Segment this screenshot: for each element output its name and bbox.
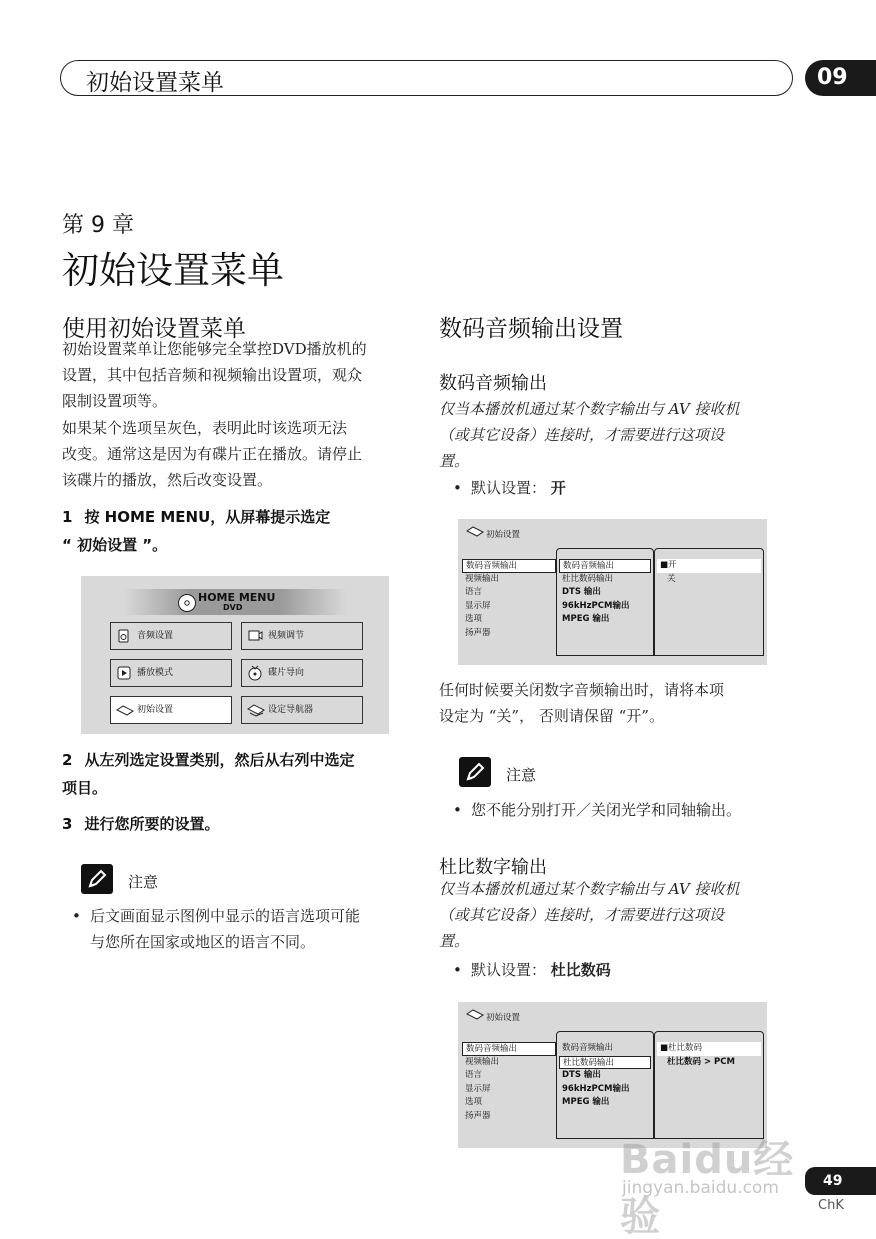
page-number: 49	[805, 1167, 876, 1195]
option-item[interactable]: 杜比数码 > PCM	[667, 1056, 735, 1067]
section-heading-left: 使用初始设置菜单	[62, 316, 246, 342]
note-pencil-icon	[459, 757, 491, 787]
initial-settings-button[interactable]: 初始设置	[110, 696, 232, 724]
home-menu-title: HOME MENU	[198, 591, 276, 604]
digital-audio-out-heading: 数码音频输出	[439, 373, 547, 394]
note-label-left: 注意	[128, 873, 159, 891]
note-bullet-right: • 您不能分别打开／关闭光学和同轴输出。	[453, 801, 742, 819]
chapter-badge: 09	[805, 60, 876, 96]
chapter-title: 初始设置菜单	[62, 249, 284, 292]
page-language: ChK	[818, 1198, 844, 1213]
setting-item[interactable]: DTS 输出	[562, 1070, 601, 1080]
option-item[interactable]: ■杜比数码	[657, 1042, 761, 1056]
initial-settings-icon	[466, 525, 484, 537]
category-item[interactable]: 选项	[465, 614, 483, 624]
setting-item[interactable]: 96kHzPCM输出	[562, 1083, 630, 1094]
category-item[interactable]: 视频输出	[465, 573, 500, 584]
disc-icon	[177, 593, 197, 613]
disc-navigator-icon	[247, 665, 263, 681]
digital-audio-out-desc: 仅当本播放机通过某个数字输出与 AV 接收机 （或其它设备）连接时，才需要进行这项设 置。	[439, 400, 740, 470]
step-2: 2 从左列选定设置类别，然后从右列中选定 项目。	[62, 751, 355, 797]
note-pencil-icon	[81, 864, 113, 894]
category-item[interactable]: 显示屏	[465, 600, 491, 611]
watermark-logo: Baidu经验	[620, 1137, 795, 1239]
initial-settings-icon	[466, 1008, 484, 1020]
screen-title: 初始设置	[486, 530, 521, 540]
header-title: 初始设置菜单	[86, 70, 224, 96]
setting-item[interactable]: MPEG 输出	[562, 1097, 610, 1107]
category-list	[462, 559, 556, 640]
category-item[interactable]: 视频输出	[465, 1056, 500, 1067]
greyed-paragraph: 如果某个选项呈灰色，表明此时该选项无法 改变。通常这是因为有碟片正在播放。请停止 该碟片的播放，然后改变设置。	[62, 419, 363, 489]
intro-paragraph: 初始设置菜单让您能够完全掌控DVD播放机的 设置，其中包括音频和视频输出设置项，观众 限制设置项等。	[62, 340, 367, 410]
play-mode-icon	[116, 665, 132, 681]
category-item[interactable]: 选项	[465, 1097, 483, 1107]
option-item[interactable]: 关	[667, 573, 676, 584]
disc-navigator-button[interactable]: 碟片导向	[241, 659, 363, 687]
play-mode-button[interactable]: 播放模式	[110, 659, 232, 687]
baidu-watermark	[620, 1108, 820, 1239]
dolby-digital-out-default: • 默认设置： 杜比数码	[453, 961, 611, 979]
setting-item[interactable]: 96kHzPCM输出	[562, 600, 630, 611]
turn-off-paragraph: 任何时候要关闭数字音频输出时，请将本项 设定为 “关”， 否则请保留 “开”。	[439, 681, 725, 725]
note-bullet-left: • 后文画面显示图例中显示的语言选项可能 与您所在国家或地区的语言不同。	[72, 907, 361, 951]
dolby-digital-out-desc: 仅当本播放机通过某个数字输出与 AV 接收机 （或其它设备）连接时，才需要进行这项设 置。	[439, 880, 740, 950]
setting-list	[556, 548, 654, 656]
category-item[interactable]: 语言	[465, 587, 483, 597]
screen-title: 初始设置	[486, 1013, 521, 1023]
chapter-number: 第 9 章	[62, 213, 134, 238]
dolby-digital-out-heading: 杜比数字输出	[439, 857, 547, 878]
setup-navigator-icon	[247, 702, 265, 718]
option-item[interactable]: ■开	[657, 559, 761, 573]
setting-item[interactable]: 杜比数码输出	[562, 573, 614, 584]
category-item[interactable]: 显示屏	[465, 1083, 491, 1094]
setup-navigator-button[interactable]: 设定导航器	[241, 696, 363, 724]
step-1: 1 按 HOME MENU，从屏幕提示选定 “ 初始设置 ”。	[62, 508, 331, 554]
video-adjust-button[interactable]: 视频调节	[241, 622, 363, 650]
step-3: 3 进行您所要的设置。	[62, 815, 220, 833]
note-label-right: 注意	[506, 766, 537, 784]
category-item[interactable]: 扬声器	[465, 627, 491, 638]
digital-audio-out-default: • 默认设置： 开	[453, 479, 566, 497]
setting-item[interactable]: 数码音频输出	[559, 559, 651, 573]
video-icon	[247, 628, 263, 644]
setting-item[interactable]: 杜比数码输出	[559, 1056, 651, 1070]
settings-screen-digital-audio	[458, 519, 767, 665]
setting-item[interactable]: MPEG 输出	[562, 614, 610, 624]
category-item[interactable]: 语言	[465, 1070, 483, 1080]
initial-settings-icon	[116, 702, 134, 718]
home-menu-screen	[81, 576, 389, 734]
category-list	[462, 1042, 556, 1123]
watermark-url: jingyan.baidu.com	[622, 1178, 779, 1198]
home-menu-subtitle: DVD	[223, 603, 243, 612]
category-item[interactable]: 数码音频输出	[462, 1042, 556, 1056]
category-item[interactable]: 扬声器	[465, 1110, 491, 1121]
category-item[interactable]: 数码音频输出	[462, 559, 556, 573]
section-heading-right: 数码音频输出设置	[439, 316, 623, 342]
setting-item[interactable]: 数码音频输出	[562, 1043, 614, 1053]
setting-item[interactable]: DTS 输出	[562, 587, 601, 597]
option-list	[654, 548, 764, 656]
audio-settings-button[interactable]: 音频设置	[110, 622, 232, 650]
speaker-icon	[116, 628, 132, 644]
